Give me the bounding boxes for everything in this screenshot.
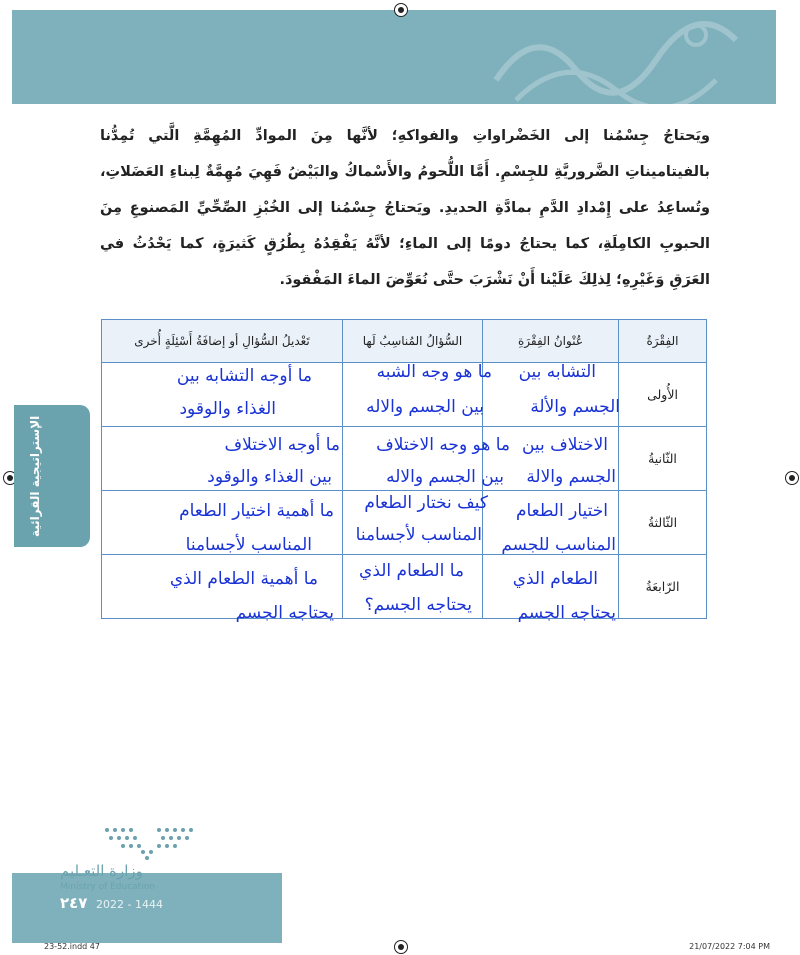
handwritten-text: ما أهمية الطعام الذي (169, 569, 318, 589)
title-cell[interactable] (483, 491, 619, 555)
print-filename: 23-52.indd 47 (44, 942, 100, 951)
row-label: الأُولى (619, 363, 707, 427)
reading-table (101, 319, 707, 623)
handwritten-text: بين الجسم والاله (386, 467, 504, 487)
title-cell[interactable] (483, 555, 619, 623)
table-row (102, 491, 707, 555)
handwritten-text: بين الغذاء والوقود (207, 467, 332, 487)
side-tab (14, 405, 90, 547)
header-title: عُنْوانُ الفِقْرَةِ (483, 320, 619, 363)
header-question: السُّؤالُ المُناسِبُ لَها (343, 320, 483, 363)
handwritten-text: المناسب لأجسامنا (185, 535, 312, 555)
handwritten-text: الطعام الذي (512, 569, 598, 589)
ministry-name-en: Ministry of Education (60, 882, 155, 892)
table-row (102, 427, 707, 491)
question-cell[interactable] (343, 555, 483, 619)
handwritten-text: ما هو وجه الاختلاف (376, 435, 510, 455)
edition-year: 2022 - 1444 (96, 898, 163, 911)
handwritten-text: ما أهمية اختيار الطعام (179, 501, 334, 521)
question-cell[interactable] (343, 362, 492, 427)
calligraphy-pattern (476, 10, 776, 104)
crop-mark-bottom (394, 940, 408, 954)
handwritten-text: الغذاء والوقود (179, 399, 276, 419)
page-number: ٢٤٧ (60, 894, 88, 912)
table-row (102, 555, 707, 619)
question-cell[interactable] (343, 427, 510, 491)
handwritten-text: الجسم والالة (526, 467, 616, 487)
handwritten-text: التشابه بين (518, 362, 596, 382)
handwritten-text: ما هو وجه الشبه (376, 362, 492, 382)
question-cell[interactable] (343, 491, 488, 555)
handwritten-text: الاختلاف بين (521, 435, 608, 455)
side-tab-label: الإستراتيجية القرائية (28, 415, 42, 537)
edit-cell[interactable] (102, 363, 343, 427)
header-banner (12, 10, 776, 104)
edit-cell[interactable] (102, 491, 343, 555)
print-timestamp: 21/07/2022 7:04 PM (689, 942, 770, 951)
handwritten-text: ما أوجه التشابه بين (176, 366, 312, 386)
ministry-name: وزارة التعـليم (60, 862, 143, 880)
handwritten-text: ما الطعام الذي (359, 561, 464, 581)
handwritten-text: بين الجسم والاله (366, 397, 484, 417)
header-paragraph: الفِقْرَةُ (619, 320, 707, 363)
edit-cell[interactable] (102, 427, 343, 491)
handwritten-text: اختيار الطعام (515, 501, 608, 521)
row-label: الثّانيةُ (619, 427, 707, 491)
handwritten-text: ما أوجه الاختلاف (224, 435, 340, 455)
table-row (102, 363, 707, 427)
handwritten-text: يحتاجه الجسم (517, 603, 616, 623)
header-edit: تَعْديلُ السُّؤالِ أو إضافَةُ أَسْئِلَةٍ أُخرى (102, 320, 343, 363)
row-label: الرّابعَةُ (619, 555, 707, 619)
title-cell[interactable] (483, 363, 619, 427)
handwritten-text: يحتاجه الجسم (235, 603, 334, 623)
handwritten-text: يحتاجه الجسم؟ (364, 595, 472, 615)
handwritten-text: المناسب لأجسامنا (355, 525, 482, 545)
handwritten-text: المناسب للجسم (501, 535, 616, 555)
table-header-row (102, 320, 707, 363)
handwritten-text: الجسم والألة (530, 397, 620, 417)
edit-cell[interactable] (102, 555, 343, 623)
crop-mark-right (785, 471, 799, 485)
row-label: الثّالثةُ (619, 491, 707, 555)
handwritten-text: كيف نختار الطعام (364, 493, 488, 513)
body-paragraph: ويَحتاجُ جِسْمُنا إلى الخَضْراواتِ والفواكهِ؛ لأنَّها مِنَ الموادِّ المُهِمَّةِ الَّتي تُمِدُّنا بالفيتاميناتِ الضَّروريَّةِ للجِسْمِ. أَمَّا اللُّحومُ والأَسْماكُ والبَيْضُ فَهِيَ مُهِمَّةٌ لِبناءِ العَضَلاتِ، وتُساعِدُ على إِمْدادِ الدَّمِ بمادَّةِ الحديدِ. ويَحتاجُ جِسْمُنا إلى الخُبْزِ الصِّحِّيِّ المَصنوعِ مِنَ الحبوبِ الكامِلَةِ، كما يحتاجُ دومًا إلى الماءِ؛ لأنَّهُ يَفْقِدُهُ بِطُرُقٍ كَثيرَةٍ، كما يَحْدُثُ في العَرَقِ وَغَيْرِهِ؛ لِذلِكَ عَلَيْنا أَنْ نَشْرَبَ حتَّى نُعَوِّضَ الماءَ المَفْقودَ. (100, 128, 710, 288)
ministry-logo-icon (103, 826, 195, 860)
crop-mark-top (394, 3, 408, 17)
